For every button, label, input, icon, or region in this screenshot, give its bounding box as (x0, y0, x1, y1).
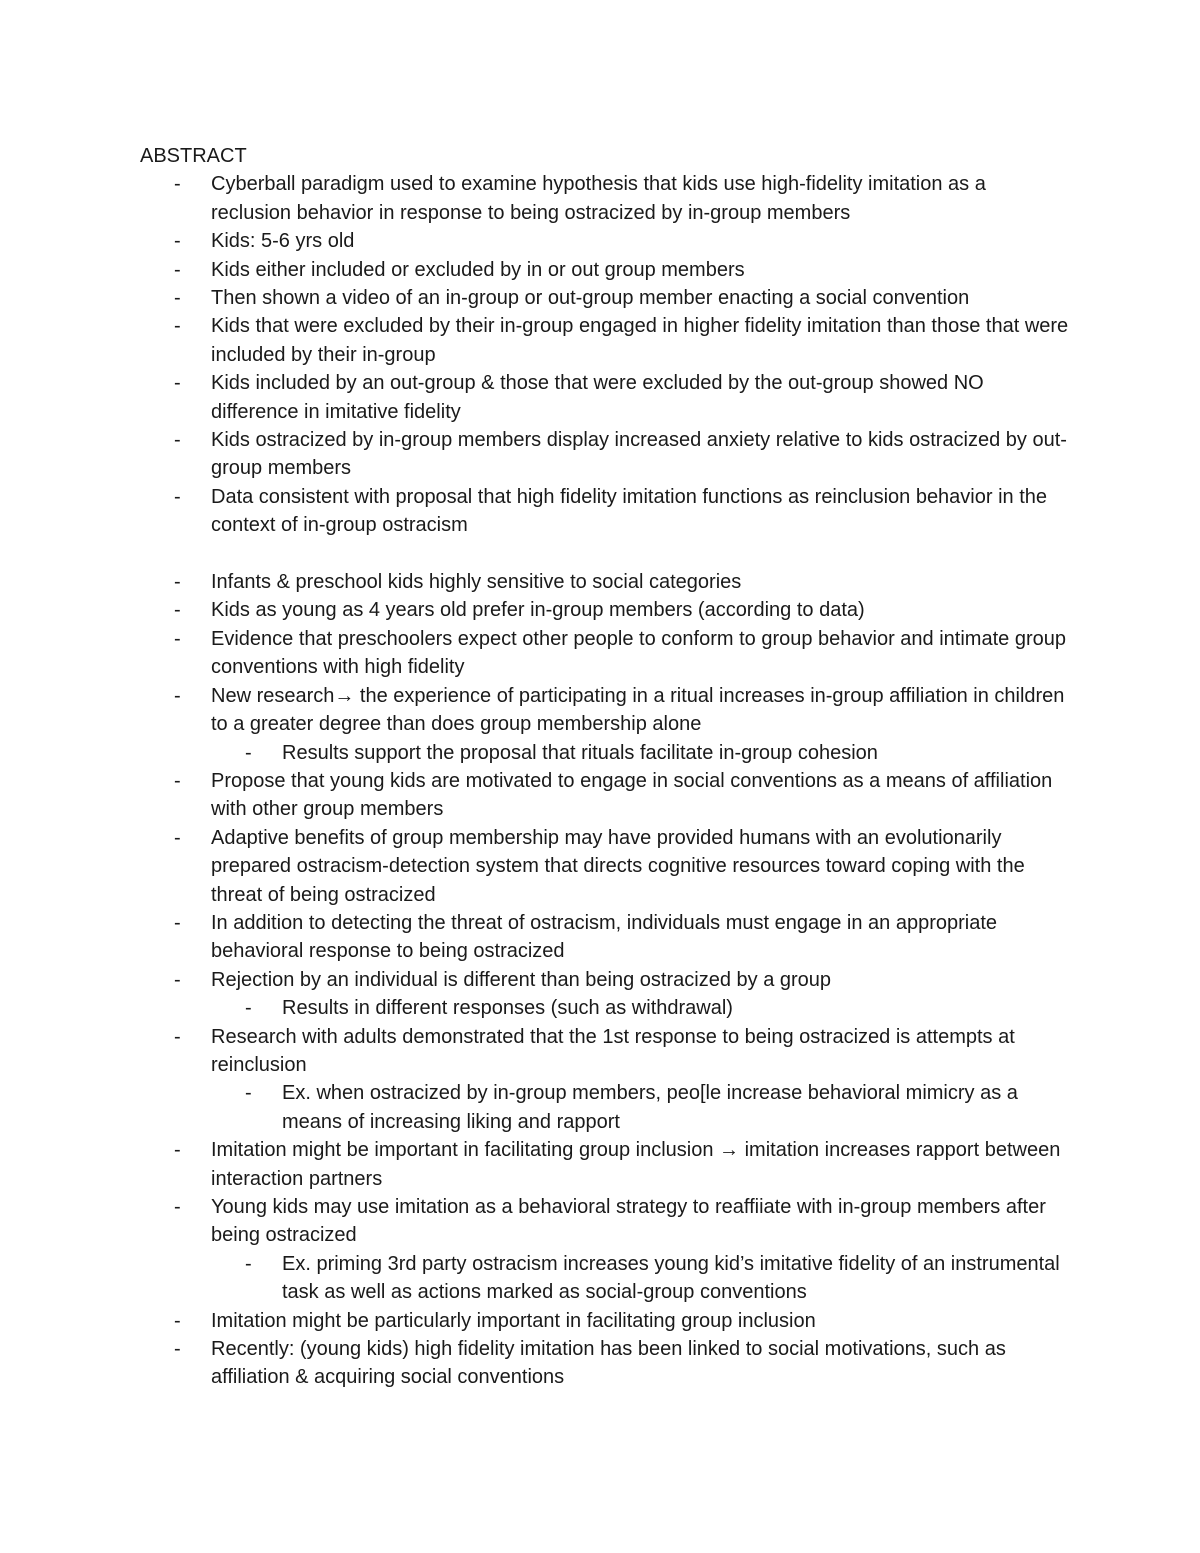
bullet-item (140, 682, 1070, 739)
bullet-text: Ex. when ostracized by in-group members, peo[le increase behavioral mimicry as a means of increasing liking and rapport (282, 1082, 1018, 1133)
bullet-dash: - (245, 741, 252, 764)
bullet-item (140, 596, 1070, 624)
bullet-text: Ex. priming 3rd party ostracism increases young kid’s imitative fidelity of an instrumental task as well as actions marked as social-group conventions (282, 1252, 1060, 1304)
bullet-text: Results in different responses (such as withdrawal) (282, 997, 733, 1020)
bullet-text: Data consistent with proposal that high fidelity imitation functions as reinclusion behavior in the context of in-group ostracism (211, 485, 1048, 537)
bullet-item (140, 625, 1070, 682)
bullet-dash: - (174, 1338, 181, 1361)
bullet-text: Propose that young kids are motivated to engage in social conventions as a means of affiliation with other group members (211, 769, 1053, 821)
bullet-item (140, 824, 1070, 909)
bullet-item (140, 909, 1070, 966)
bullet-dash: - (174, 627, 181, 650)
bullet-text: Kids that were excluded by their in-group engaged in higher fidelity imitation than those that were included by their in-group (211, 315, 1069, 366)
bullet-text: Kids included by an out-group & those that were excluded by the out-group showed NO difference in imitative fidelity (211, 372, 984, 423)
bullet-dash: - (174, 372, 181, 395)
bullet-dash: - (245, 1252, 252, 1275)
bullet-dash: - (174, 429, 181, 452)
bullet-dash: - (174, 258, 181, 281)
sub-bullet-item (140, 994, 1070, 1022)
section-heading: ABSTRACT (140, 145, 247, 167)
bullet-item (140, 256, 1070, 284)
bullet-text: Research with adults demonstrated that the 1st response to being ostracized is attempts at reinclusion (211, 1025, 1015, 1076)
bullet-text: Adaptive benefits of group membership may have provided humans with an evolutionarily prepared ostracism-detection system that directs cognitive resources toward coping with the threat of being ostracized (211, 826, 1025, 906)
bullet-text: Kids either included or excluded by in or out group members (211, 258, 745, 281)
bullet-text: Imitation might be particularly important in facilitating group inclusion (211, 1309, 816, 1332)
bullet-dash: - (174, 826, 181, 849)
bullet-text: Then shown a video of an in-group or out-group member enacting a social convention (211, 287, 970, 310)
bullet-text: Recently: (young kids) high fidelity imitation has been linked to social motivations, such as affiliation & acquiring social conventions (211, 1338, 1006, 1389)
bullet-dash: - (174, 315, 181, 338)
bullet-item (140, 426, 1070, 483)
bullet-dash: - (174, 599, 181, 622)
bullet-dash: - (174, 571, 181, 594)
bullet-text: New research→ the experience of participating in a ritual increases in-group affiliation in children to a greater degree than does group membership alone (211, 684, 1065, 736)
bullet-item (140, 1023, 1070, 1080)
bullet-item (140, 1193, 1070, 1250)
bullet-dash: - (174, 1139, 181, 1162)
bullet-dash: - (174, 968, 181, 991)
bullet-text: Kids: 5-6 yrs old (211, 230, 355, 253)
bullet-item (140, 170, 1070, 227)
bullet-item (140, 483, 1070, 540)
bullet-text: Rejection by an individual is different than being ostracized by a group (211, 968, 832, 991)
bullet-text: Kids as young as 4 years old prefer in-group members (according to data) (211, 599, 865, 622)
bullet-text: Results support the proposal that rituals facilitate in-group cohesion (282, 741, 878, 764)
bullet-item (140, 568, 1070, 596)
bullet-text: Cyberball paradigm used to examine hypothesis that kids use high-fidelity imitation as a reclusion behavior in response to being ostracized by in-group members (211, 173, 986, 224)
bullet-dash: - (174, 230, 181, 253)
bullet-dash: - (174, 769, 181, 792)
bullet-dash: - (174, 911, 181, 934)
bullet-text: Infants & preschool kids highly sensitive to social categories (211, 571, 742, 594)
bullet-item (140, 369, 1070, 426)
bullet-dash: - (174, 287, 181, 310)
bullet-item (140, 767, 1070, 824)
bullet-list-notes (140, 568, 1070, 1392)
bullet-dash: - (174, 1025, 181, 1048)
bullet-text: Evidence that preschoolers expect other people to conform to group behavior and intimate group conventions with high fidelity (211, 627, 1066, 679)
bullet-item (140, 312, 1070, 369)
bullet-dash: - (245, 997, 252, 1020)
bullet-dash: - (174, 173, 181, 196)
bullet-text: Kids ostracized by in-group members display increased anxiety relative to kids ostracized by out-group members (211, 429, 1067, 480)
paragraph-gap (140, 540, 1070, 568)
bullet-dash: - (174, 684, 181, 707)
sub-bullet-item (140, 1079, 1070, 1136)
bullet-text: In addition to detecting the threat of ostracism, individuals must engage in an appropriate behavioral response to being ostracized (211, 911, 998, 963)
bullet-item (140, 1136, 1070, 1193)
bullet-item (140, 227, 1070, 255)
bullet-dash: - (174, 1196, 181, 1219)
bullet-list-abstract (140, 170, 1070, 539)
bullet-text: Imitation might be important in facilitating group inclusion → imitation increases rapport between interaction partners (211, 1139, 1061, 1190)
bullet-item (140, 1335, 1070, 1392)
sub-bullet-item (140, 1250, 1070, 1307)
sub-bullet-item (140, 739, 1070, 767)
bullet-dash: - (174, 1309, 181, 1332)
document-body (140, 142, 1070, 1392)
bullet-item (140, 966, 1070, 994)
bullet-item (140, 1307, 1070, 1335)
bullet-dash: - (174, 485, 181, 508)
bullet-text: Young kids may use imitation as a behavioral strategy to reaffiiate with in-group members after being ostracized (211, 1196, 1046, 1247)
bullet-dash: - (245, 1082, 252, 1105)
bullet-item (140, 284, 1070, 312)
